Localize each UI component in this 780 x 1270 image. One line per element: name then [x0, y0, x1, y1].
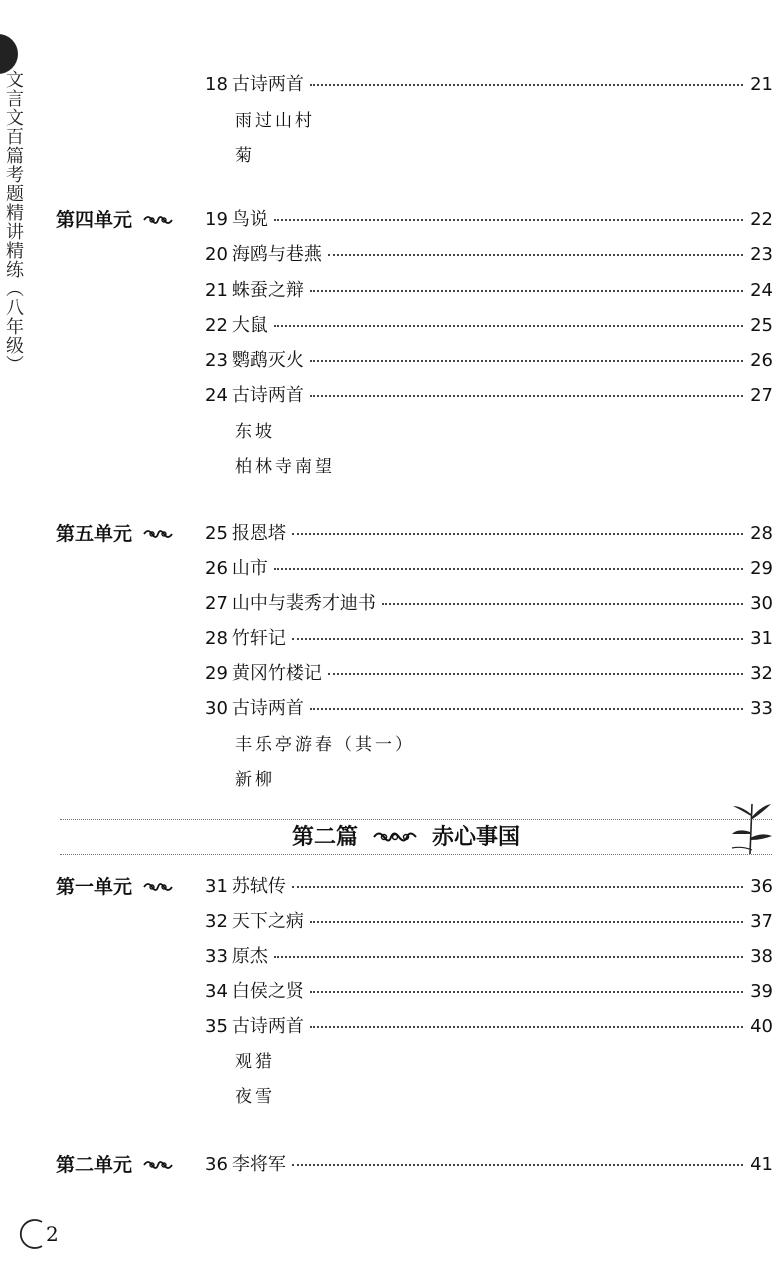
- entry-page: 40: [750, 1016, 773, 1037]
- entry-page: 26: [750, 350, 773, 371]
- entry-title: 古诗两首: [231, 385, 304, 406]
- entry-page: 22: [750, 209, 773, 230]
- unit-label-2: [56, 1150, 174, 1177]
- toc-entry[interactable]: [205, 659, 773, 685]
- entry-title: 海鸥与巷燕: [231, 244, 322, 265]
- entry-title: 苏轼传: [231, 876, 286, 897]
- book-grade: （八年级）: [3, 279, 24, 374]
- leader-dots: [274, 219, 743, 221]
- book-spine-title: [2, 70, 24, 374]
- entry-title: 白侯之贤: [231, 981, 304, 1002]
- entry-number: 35: [205, 1016, 228, 1037]
- toc-entry[interactable]: [205, 624, 773, 650]
- entry-number: 36: [205, 1154, 228, 1175]
- leader-dots: [310, 991, 743, 993]
- entry-number: 24: [205, 385, 228, 406]
- toc-entry[interactable]: [205, 311, 773, 337]
- entry-number: 29: [205, 663, 228, 684]
- leader-dots: [274, 568, 743, 570]
- leader-dots: [310, 290, 743, 292]
- entry-page: 28: [750, 523, 773, 544]
- toc-entry[interactable]: [205, 872, 773, 898]
- leader-dots: [382, 603, 743, 605]
- entry-number: 21: [205, 280, 228, 301]
- entry-number: 20: [205, 244, 228, 265]
- section-part: 第二篇: [292, 824, 359, 850]
- entry-number: 23: [205, 350, 228, 371]
- entry-number: 30: [205, 698, 228, 719]
- entry-title: 李将军: [231, 1154, 286, 1175]
- entry-title: 鸟说: [231, 209, 268, 230]
- toc-entry[interactable]: [205, 519, 773, 545]
- entry-page: 31: [750, 628, 773, 649]
- leader-dots: [310, 360, 743, 362]
- leader-dots: [274, 956, 743, 958]
- swirl-ornament-icon: [372, 827, 418, 845]
- entry-page: 38: [750, 946, 773, 967]
- leader-dots: [292, 638, 743, 640]
- unit-label-text: 第二单元: [56, 1154, 133, 1176]
- toc-entry[interactable]: [205, 240, 773, 266]
- poem-title: 新柳: [235, 770, 275, 790]
- leader-dots: [328, 673, 743, 675]
- swirl-ornament-icon: [142, 878, 174, 894]
- entry-number: 18: [205, 74, 228, 95]
- entry-page: 23: [750, 244, 773, 265]
- entry-number: 28: [205, 628, 228, 649]
- leader-dots: [310, 395, 743, 397]
- swirl-ornament-icon: [142, 525, 174, 541]
- leader-dots: [292, 533, 743, 535]
- entry-title: 天下之病: [231, 911, 304, 932]
- entry-page: 41: [750, 1154, 773, 1175]
- entry-number: 33: [205, 946, 228, 967]
- entry-page: 27: [750, 385, 773, 406]
- entry-title: 蛛蚕之辩: [231, 280, 304, 301]
- section-name: 赤心事国: [432, 824, 521, 850]
- poem-title: 东坡: [235, 422, 275, 442]
- entry-title: 黄冈竹楼记: [231, 663, 322, 684]
- toc-entry[interactable]: [205, 381, 773, 407]
- entry-page: 36: [750, 876, 773, 897]
- toc-entry[interactable]: [205, 1012, 773, 1038]
- toc-entry[interactable]: [205, 276, 773, 302]
- toc-entry[interactable]: [205, 694, 773, 720]
- section-title: [292, 820, 520, 851]
- entry-number: 34: [205, 981, 228, 1002]
- entry-page: 29: [750, 558, 773, 579]
- entry-page: 30: [750, 593, 773, 614]
- spine-decor-circle: [0, 34, 18, 74]
- entry-number: 31: [205, 876, 228, 897]
- book-title: 文言文百篇考题精讲精练: [3, 70, 24, 279]
- entry-title: 古诗两首: [231, 74, 304, 95]
- leader-dots: [292, 886, 743, 888]
- unit-label-text: 第一单元: [56, 876, 133, 898]
- entry-title: 鹦鹉灭火: [231, 350, 304, 371]
- entry-title: 竹轩记: [231, 628, 286, 649]
- toc-entry[interactable]: [205, 977, 773, 1003]
- unit-label-1: [56, 872, 174, 899]
- entry-number: 19: [205, 209, 228, 230]
- toc-entry[interactable]: [205, 942, 773, 968]
- poem-title: 柏林寺南望: [235, 457, 335, 477]
- poem-title: 菊: [235, 146, 255, 166]
- entry-page: 33: [750, 698, 773, 719]
- section-header: [60, 808, 772, 858]
- unit-label-4: [56, 205, 174, 232]
- entry-title: 古诗两首: [231, 698, 304, 719]
- bamboo-decoration-icon: [730, 798, 774, 856]
- section-divider-bottom: [60, 854, 772, 855]
- leader-dots: [310, 921, 743, 923]
- leader-dots: [328, 254, 743, 256]
- leader-dots: [292, 1164, 743, 1166]
- swirl-ornament-icon: [142, 1156, 174, 1172]
- toc-entry[interactable]: [205, 205, 773, 231]
- entry-title: 山市: [231, 558, 268, 579]
- swirl-ornament-icon: [142, 211, 174, 227]
- unit-label-5: [56, 519, 174, 546]
- toc-entry[interactable]: [205, 589, 773, 615]
- entry-title: 山中与裴秀才迪书: [231, 593, 376, 614]
- entry-number: 26: [205, 558, 228, 579]
- entry-page: 21: [750, 74, 773, 95]
- entry-title: 报恩塔: [231, 523, 286, 544]
- leader-dots: [274, 325, 743, 327]
- toc-entry[interactable]: [205, 70, 773, 96]
- toc-entry[interactable]: [205, 1150, 773, 1176]
- poem-title: 夜雪: [235, 1087, 275, 1107]
- entry-title: 原杰: [231, 946, 268, 967]
- toc-entry[interactable]: [205, 346, 773, 372]
- page-number-text: 2: [46, 1222, 59, 1246]
- toc-entry[interactable]: [205, 554, 773, 580]
- entry-page: 37: [750, 911, 773, 932]
- unit-label-text: 第五单元: [56, 523, 133, 545]
- entry-number: 27: [205, 593, 228, 614]
- poem-title: 丰乐亭游春（其一）: [235, 735, 415, 755]
- entry-title: 古诗两首: [231, 1016, 304, 1037]
- unit-label-text: 第四单元: [56, 209, 133, 231]
- entry-page: 24: [750, 280, 773, 301]
- entry-number: 32: [205, 911, 228, 932]
- leader-dots: [310, 1026, 743, 1028]
- entry-page: 25: [750, 315, 773, 336]
- page-number-arc-icon: [16, 1218, 46, 1250]
- poem-title: 观猎: [235, 1052, 275, 1072]
- entry-title: 大鼠: [231, 315, 268, 336]
- poem-title: 雨过山村: [235, 111, 315, 131]
- entry-number: 22: [205, 315, 228, 336]
- page-number: [16, 1218, 59, 1250]
- toc-entry[interactable]: [205, 907, 773, 933]
- leader-dots: [310, 708, 743, 710]
- entry-page: 39: [750, 981, 773, 1002]
- leader-dots: [310, 84, 743, 86]
- entry-page: 32: [750, 663, 773, 684]
- entry-number: 25: [205, 523, 228, 544]
